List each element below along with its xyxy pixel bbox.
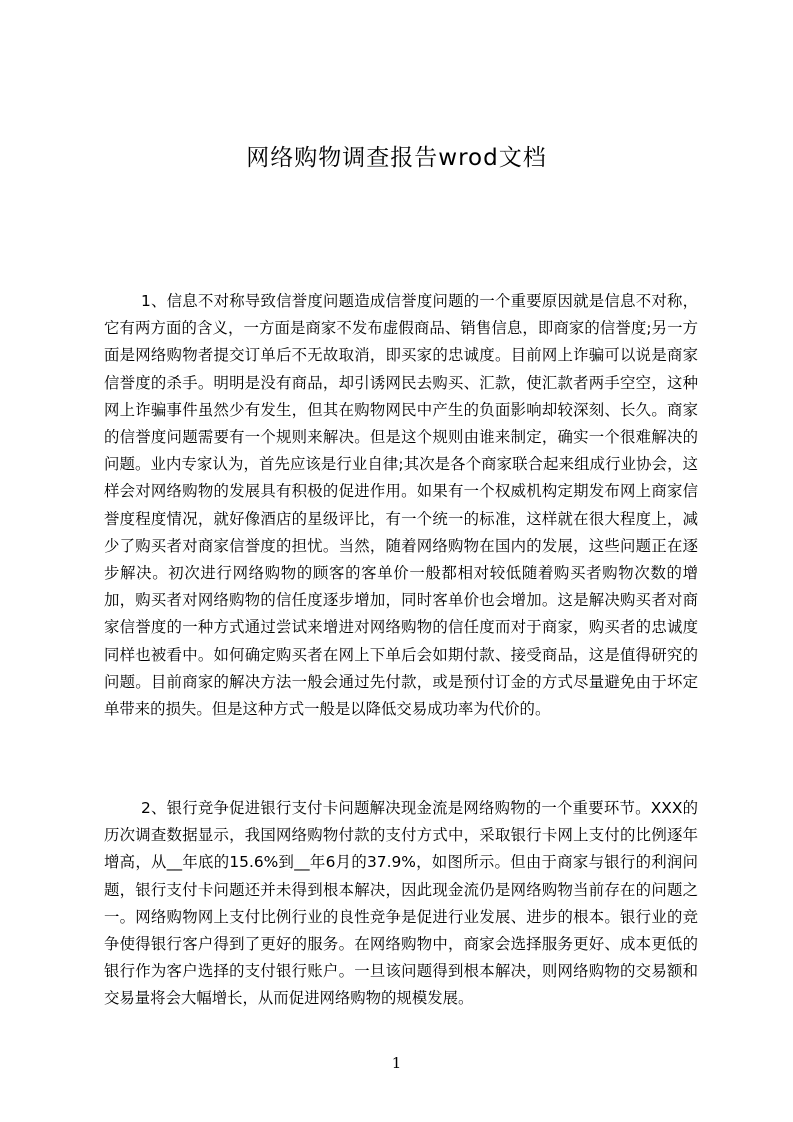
paragraph-bank-competition: 2、银行竞争促进银行支付卡问题解决现金流是网络购物的一个重要环节。XXX的历次调查数据显示，我国网络购物付款的支付方式中，采取银行卡网上支付的比例逐年增高，从__年底的15.6%到__年6月的37.9%，如图所示。但由于商家与银行的利润问题，银行支付卡问题还并未得到根本解决，因此现金流仍是网络购物当前存在的问题之一。网络购物网上支付比例行业的良性竞争是促进行业发展、进步的根本。银行业的竞争使得银行客户得到了更好的服务。在网络购物中，商家会选择服务更好、成本更低的银行作为客户选择的支付银行账户。一旦该问题得到根本解决，则网络购物的交易额和交易量将会大幅增长，从而促进网络购物的规模发展。 [104, 799, 698, 1008]
page-number: 1 [391, 1054, 402, 1072]
paragraph-information-asymmetry: 1、信息不对称导致信誉度问题造成信誉度问题的一个重要原因就是信息不对称，它有两方面的含义，一方面是商家不发布虚假商品、销售信息，即商家的信誉度;另一方面是网络购物者提交订单后不无故取消，即买家的忠诚度。目前网上诈骗可以说是商家信誉度的杀手。明明是没有商品，却引诱网民去购买、汇款，使汇款者两手空空，这种网上诈骗事件虽然少有发生，但其在购物网民中产生的负面影响却较深刻、长久。商家的信誉度问题需要有一个规则来解决。但是这个规则由谁来制定，确实一个很难解决的问题。业内专家认为，首先应该是行业自律;其次是各个商家联合起来组成行业协会，这样会对网络购物的发展具有积极的促进作用。如果有一个权威机构定期发布网上商家信誉度程度情况，就好像酒店的星级评比，有一个统一的标准，这样就在很大程度上，减少了购买者对商家信誉度的担忧。当然，随着网络购物在国内的发展，这些问题正在逐步解决。初次进行网络购物的顾客的客单价一般都相对较低随着购买者购物次数的增加，购买者对网络购物的信任度逐步增加，同时客单价也会增加。这是解决购买者对商家信誉度的一种方式通过尝试来增进对网络购物的信任度而对于商家，购买者的忠诚度同样也被看中。如何确定购买者在网上下单后会如期付款、接受商品，这是值得研究的问题。目前商家的解决方法一般会通过先付款，或是预付订金的方式尽量避免由于坏定单带来的损失。但是这种方式一般是以降低交易成功率为代价的。 [104, 292, 698, 719]
document-title: 网络购物调查报告wrod文档 [246, 145, 547, 171]
